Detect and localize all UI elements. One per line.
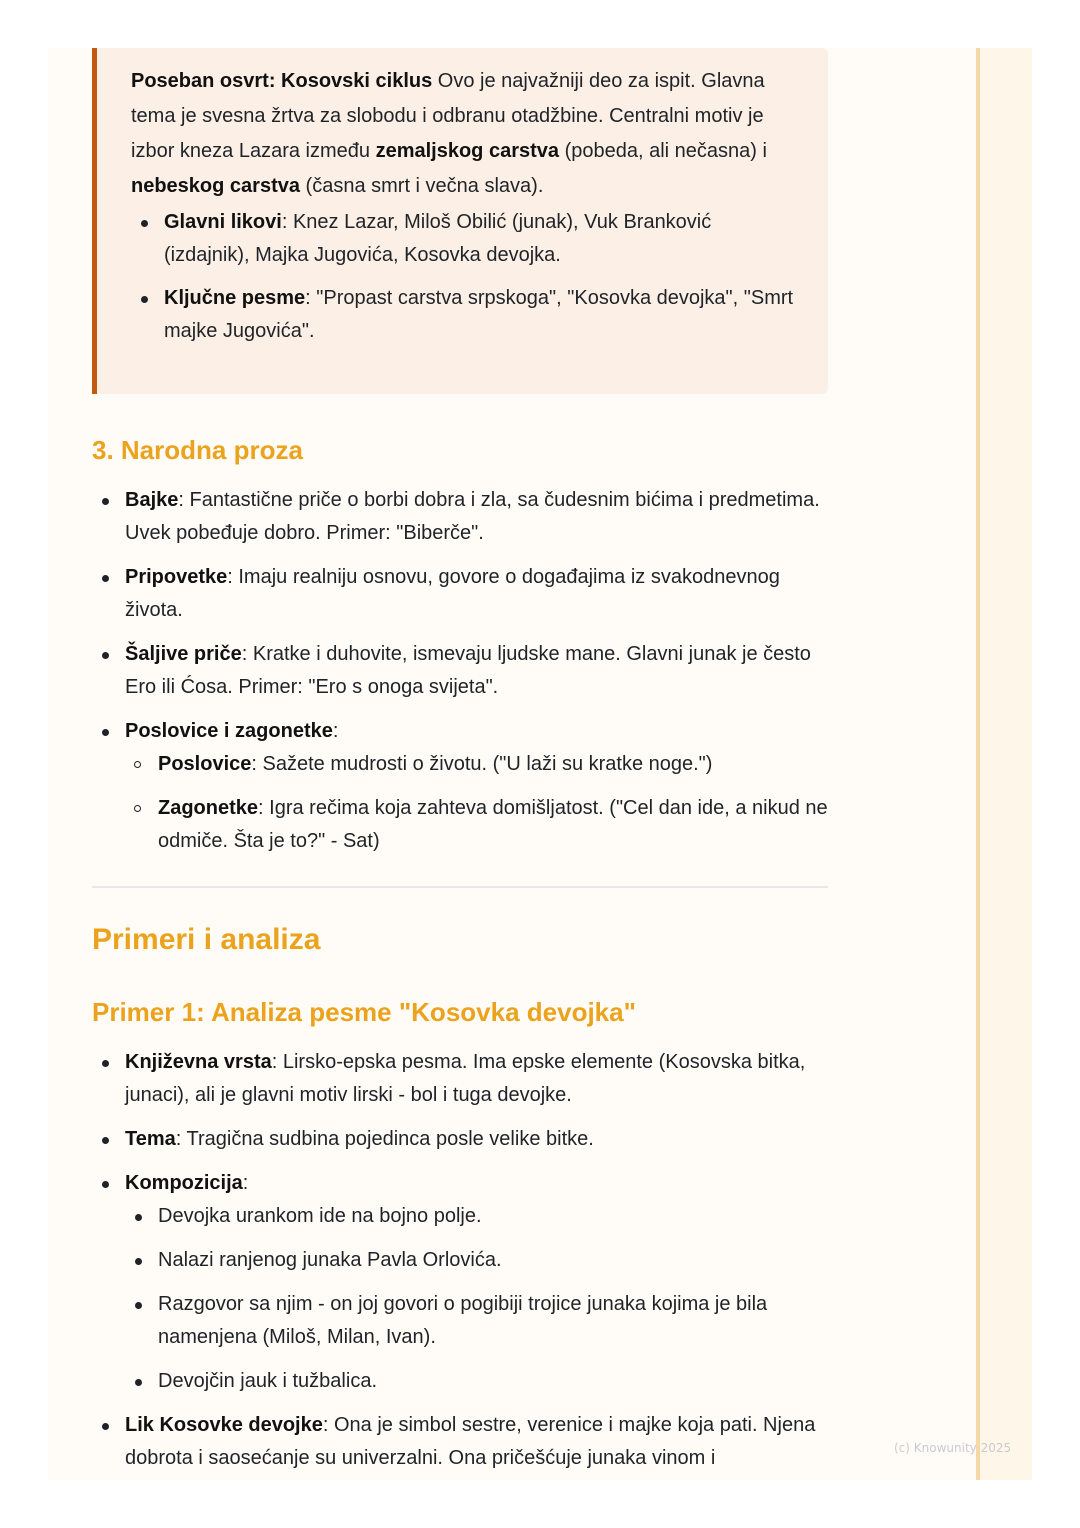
list-item-term: Književna vrsta bbox=[125, 1051, 272, 1073]
callout-list bbox=[131, 206, 794, 348]
list-item-term: Pripovetke bbox=[125, 566, 228, 588]
sub-list-item bbox=[125, 792, 828, 858]
callout-lead-bold: Poseban osvrt: Kosovski ciklus bbox=[131, 70, 433, 92]
list-item-text: : Imaju realniju osnovu, govore o događajima iz svakodnevnog života. bbox=[125, 566, 780, 621]
heavenly-kingdom-bold: nebeskog carstva bbox=[131, 175, 300, 197]
list-item bbox=[92, 1046, 828, 1112]
margin-stripe bbox=[976, 48, 980, 1480]
sub-list-item: Nalazi ranjenog junaka Pavla Orlovića. bbox=[125, 1244, 828, 1277]
list-item-term: Ključne pesme bbox=[164, 287, 306, 309]
list-item-text: : Knez Lazar, Miloš Obilić (junak), Vuk Branković (izdajnik), Majka Jugovića, Kosovka devojka. bbox=[164, 211, 712, 266]
content-column bbox=[92, 48, 828, 1480]
document-page bbox=[48, 48, 1032, 1480]
composition-sublist bbox=[125, 1200, 828, 1398]
list-item bbox=[131, 282, 794, 348]
list-item-term: Glavni likovi bbox=[164, 211, 282, 233]
sub-list-item: Devojka urankom ide na bojno polje. bbox=[125, 1200, 828, 1233]
list-item-text: : Igra rečima koja zahteva domišljatost. ("Cel dan ide, a nikud ne odmiče. Šta je to?" - Sat) bbox=[158, 797, 828, 852]
list-item-term: Zagonetke bbox=[158, 797, 259, 819]
list-item-term: Poslovice i zagonetke bbox=[125, 720, 333, 742]
kosovo-cycle-callout bbox=[92, 48, 828, 394]
section-heading-primeri: Primeri i analiza bbox=[92, 923, 321, 956]
callout-paragraph bbox=[131, 64, 794, 204]
list-item-term: Tema bbox=[125, 1128, 176, 1150]
example-1-heading: Primer 1: Analiza pesme "Kosovka devojka" bbox=[92, 997, 636, 1027]
sub-list-item: Devojčin jauk i tužbalica. bbox=[125, 1365, 828, 1398]
list-item bbox=[92, 638, 828, 704]
list-item bbox=[92, 484, 828, 550]
callout-text-1: Ovo je najvažniji deo za ispit. Glavna tema je svesna žrtva za slobodu i odbranu otadžbine. Centralni motiv je izbor kneza Lazara između bbox=[131, 70, 765, 162]
list-item bbox=[92, 1123, 828, 1156]
list-item-text: : Lirsko-epska pesma. Ima epske elemente (Kosovska bitka, junaci), ali je glavni motiv lirski - bol i tuga devojke. bbox=[125, 1051, 806, 1106]
list-item-text: : bbox=[332, 720, 339, 742]
callout-text-3: (časna smrt i večna slava). bbox=[299, 175, 544, 197]
callout-text-2: (pobeda, ali nečasna) i bbox=[559, 140, 767, 162]
list-item-text: : "Propast carstva srpskoga", "Kosovka devojka", "Smrt majke Jugovića". bbox=[164, 287, 794, 342]
prose-list bbox=[92, 484, 828, 858]
proverbs-riddles-sublist bbox=[125, 748, 828, 858]
list-item-text: : Sažete mudrosti o životu. ("U laži su kratke noge.") bbox=[251, 753, 713, 775]
list-item-text: : Ona je simbol sestre, verenice i majke koja pati. Njena dobrota i saosećanje su univerzalni. Ona pričešćuje junaka vinom i bbox=[125, 1414, 816, 1469]
list-item-text: : bbox=[242, 1172, 249, 1194]
list-item-term: Kompozicija bbox=[125, 1172, 243, 1194]
list-item-term: Lik Kosovke devojke bbox=[125, 1414, 323, 1436]
list-item bbox=[92, 715, 828, 858]
list-item-text: : Kratke i duhovite, ismevaju ljudske mane. Glavni junak je često Ero ili Ćosa. Primer: "Ero s onoga svijeta". bbox=[125, 643, 811, 698]
sub-list-item: Razgovor sa njim - on joj govori o pogibiji trojice junaka kojima je bila namenjena (Miloš, Milan, Ivan). bbox=[125, 1288, 828, 1354]
section-divider bbox=[92, 886, 828, 888]
list-item bbox=[92, 1167, 828, 1398]
list-item bbox=[92, 561, 828, 627]
watermark: (c) Knowunity 2025 bbox=[894, 1441, 1012, 1455]
list-item bbox=[92, 1409, 828, 1475]
section-heading-narodna-proza: 3. Narodna proza bbox=[92, 435, 303, 465]
list-item-term: Šaljive priče bbox=[125, 643, 242, 665]
sub-list-item bbox=[125, 748, 828, 781]
right-margin-panel bbox=[976, 48, 1032, 1480]
list-item-text: : Tragična sudbina pojedinca posle velike bitke. bbox=[175, 1128, 594, 1150]
list-item-term: Bajke bbox=[125, 489, 179, 511]
list-item-text: : Fantastične priče o borbi dobra i zla, sa čudesnim bićima i predmetima. Uvek pobeđuje dobro. Primer: "Biberče". bbox=[125, 489, 820, 544]
example-1-list bbox=[92, 1046, 828, 1475]
list-item-term: Poslovice bbox=[158, 753, 252, 775]
earthly-kingdom-bold: zemaljskog carstva bbox=[375, 140, 560, 162]
list-item bbox=[131, 206, 794, 272]
